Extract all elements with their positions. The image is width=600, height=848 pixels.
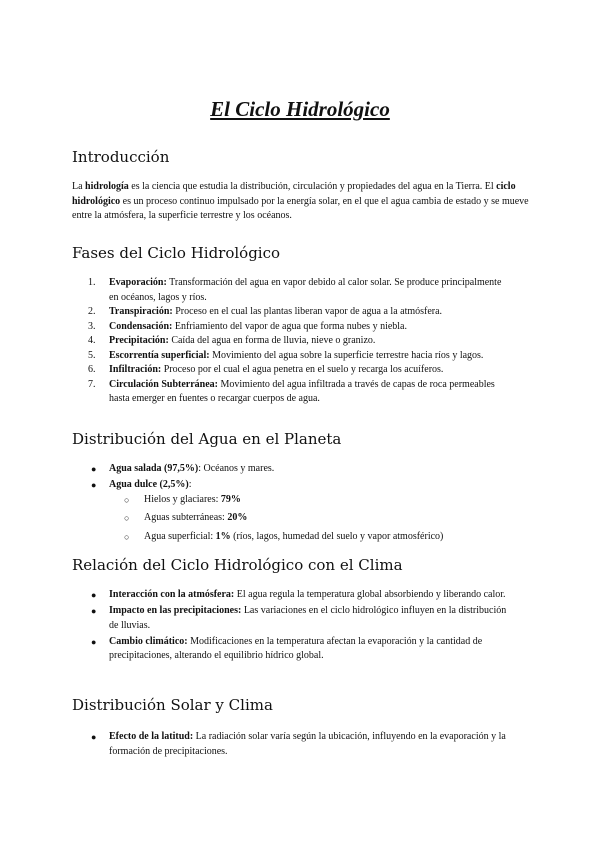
salt-water-text: : Océanos y mares. [198,463,275,474]
solar-list [88,730,508,761]
fresh-water-text: : [188,479,192,490]
list-item [88,478,508,544]
list-item [88,604,508,633]
phase-item [88,378,508,407]
phase-item [88,363,508,378]
phase-item [88,334,508,349]
heading-introduccion: Introducción [72,148,170,166]
bullet-icon: ● [91,590,97,600]
bullet-icon: ● [91,636,97,647]
list-item [88,635,508,664]
heading-fases: Fases del Ciclo Hidrológico [72,244,281,262]
phase-term: Precipitación: [109,335,169,346]
phase-number: 6. [88,364,96,375]
heading-relacion-clima: Relación del Ciclo Hidrológico con el Clima [72,556,403,574]
phase-term: Escorrentía superficial: [109,349,210,361]
phase-item [88,349,508,364]
solar-text: La radiación solar varía según la ubicación, influyendo en la evaporación y la formación de precipitaciones. [109,731,506,757]
phase-term: Transpiración: [109,306,173,317]
climate-term: Cambio climático: [109,635,188,647]
phase-term: Evaporación: [109,277,167,288]
phase-item [88,276,508,305]
phase-number: 1. [88,277,96,288]
list-item [88,588,508,603]
circle-bullet-icon: ○ [124,494,130,505]
phase-number: 7. [88,378,96,390]
climate-text: Modificaciones en la temperatura afectan la evaporación y la cantidad de precipitaciones, alterando el equilibrio hídrico global. [109,635,483,661]
list-item [88,462,508,477]
phase-number: 4. [88,335,96,346]
climate-text: El agua regula la temperatura global absorbiendo y liberando calor. [234,589,506,600]
bullet-icon: ● [91,606,97,616]
phase-item [88,320,508,335]
phase-text: Proceso en el cual las plantas liberan vapor de agua a la atmósfera. [172,306,443,317]
fresh-water-sublist [109,493,508,545]
heading-distribucion-solar: Distribución Solar y Clima [72,696,273,714]
sub-label: Agua superficial: [144,530,216,542]
phase-text: Proceso por el cual el agua penetra en el suelo y recarga los acuíferos. [161,364,444,375]
sub-rest: (ríos, lagos, humedad del suelo y vapor atmosférico) [230,530,444,542]
sub-list-item [124,511,508,526]
heading-distribucion-agua: Distribución del Agua en el Planeta [72,430,342,448]
intro-paragraph [72,180,532,224]
salt-water-term: Agua salada (97,5%) [109,463,199,474]
phases-list [88,276,508,407]
bullet-icon: ● [91,732,97,742]
phase-text: Transformación del agua en vapor debido al calor solar. Se produce principalmente en océanos, lagos y ríos. [109,277,502,303]
bullet-icon: ● [91,480,97,490]
phase-text: Caída del agua en forma de lluvia, nieve o granizo. [168,335,376,346]
intro-term-ciclo: ciclo hidrológico [72,181,516,207]
distribution-list [88,462,508,548]
climate-term: Impacto en las precipitaciones: [109,605,242,616]
sub-value: 79% [220,493,241,505]
phase-text: Enfriamiento del vapor de agua que forma nubes y niebla. [172,320,407,332]
intro-text-2: es la ciencia que estudia la distribución, circulación y propiedades del agua en la Tierra. El [128,181,497,192]
sub-list-item [124,530,508,545]
circle-bullet-icon: ○ [124,513,130,523]
fresh-water-term: Agua dulce (2,5%) [109,479,189,490]
solar-term: Efecto de la latitud: [109,731,194,742]
intro-text-3: es un proceso continuo impulsado por la energía solar, en el que el agua cambia de estado y se mueve entre la atmósfera, la superficie terrestre y los océanos. [72,195,529,221]
climate-term: Interacción con la atmósfera: [109,589,235,600]
sub-label: Aguas subterráneas: [144,512,228,523]
phase-text: Movimiento del agua sobre la superficie terrestre hacia ríos y lagos. [209,349,484,361]
phase-number: 5. [88,349,96,361]
sub-value: 1% [215,530,231,542]
sub-value: 20% [227,512,248,523]
circle-bullet-icon: ○ [124,531,130,542]
bullet-icon: ● [91,464,97,474]
sub-label: Hielos y glaciares: [144,493,221,505]
phase-text: Movimiento del agua infiltrada a través de capas de roca permeables hasta emerger en fuentes o recargar cuerpos de agua. [109,378,495,404]
phase-term: Condensación: [109,320,173,332]
list-item [88,730,508,759]
phase-number: 3. [88,320,96,332]
phase-number: 2. [88,306,96,317]
phase-term: Circulación Subterránea: [109,378,218,390]
intro-text-1: La [72,181,86,192]
climate-text: Las variaciones en el ciclo hidrológico influyen en la distribución de lluvias. [109,605,507,631]
phase-term: Infiltración: [109,364,162,375]
document-title: El Ciclo Hidrológico [210,97,390,121]
intro-term-hidrologia: hidrología [85,181,129,192]
climate-list [88,588,508,665]
sub-list-item [124,493,508,508]
phase-item [88,305,508,320]
